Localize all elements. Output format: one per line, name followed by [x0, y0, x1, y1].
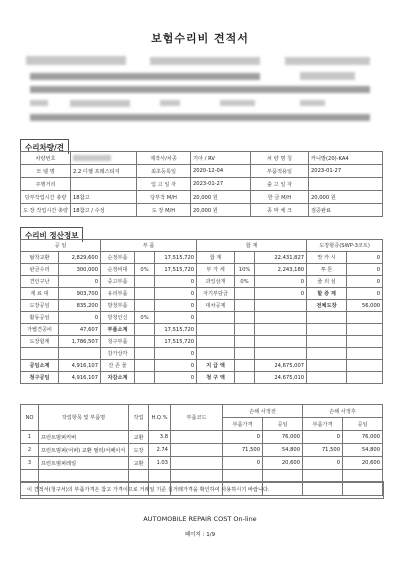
- calc-value: 0: [347, 288, 383, 300]
- calc-rate: [135, 336, 155, 348]
- calc-label: 재 료 대: [21, 288, 59, 300]
- calc-value: [347, 312, 383, 324]
- calc-rate: [235, 300, 255, 312]
- calc-label: 활동공임: [21, 312, 59, 324]
- calc-rate: [135, 348, 155, 360]
- code-header: 부품코드: [171, 405, 223, 431]
- calc-label: 청구부품: [101, 336, 135, 348]
- calc-section-title: 수리비 정산정보: [20, 227, 83, 242]
- calc-label: 도장합계: [21, 336, 59, 348]
- first-reg-value: 2020-12-04: [191, 165, 251, 178]
- footer-brand: AUTOMOBILE REPAIR COST On-line: [143, 515, 257, 523]
- out-date-label: 출 고 일 자: [251, 178, 309, 191]
- part-price-header: 부품가격: [303, 418, 343, 431]
- in-date-value: 2023-01-27: [191, 178, 251, 191]
- calc-rate: 0%: [235, 276, 255, 288]
- redacted-header-block: [160, 100, 180, 106]
- items-header-row: [21, 405, 383, 418]
- calc-value: 0: [155, 288, 197, 300]
- calc-label: 부품소계: [101, 324, 135, 336]
- calc-label: [307, 324, 347, 336]
- calc-label: 가볍견공비: [21, 324, 59, 336]
- calc-value: [347, 360, 383, 372]
- item-part-price: 0: [303, 457, 343, 470]
- table-row: [21, 264, 383, 276]
- work-time-value: 18참고: [71, 191, 137, 204]
- vin-label: 차 량 명 칭: [251, 152, 309, 165]
- labor-cost-header: 공임: [263, 418, 303, 431]
- labor-rate-value: 20,000 원: [191, 191, 251, 204]
- calc-label: 할 증 계: [307, 288, 347, 300]
- calc-rate: [235, 312, 255, 324]
- document-title: 보험수리비 견적서: [151, 32, 249, 45]
- item-part-price: 71,500: [223, 444, 263, 457]
- calc-label: 판금수리: [21, 264, 59, 276]
- table-row: [21, 204, 383, 217]
- calc-value: 24,675,007: [255, 360, 307, 372]
- table-row: [21, 276, 383, 288]
- calc-rate: [235, 324, 255, 336]
- first-reg-label: 최초등록일: [137, 165, 191, 178]
- table-row: [21, 444, 383, 457]
- calc-value: 4,916,107: [59, 360, 101, 372]
- calc-label: 순정비대: [101, 264, 135, 276]
- calc-label: 탈착교환: [21, 252, 59, 264]
- work-time-label: 당부작업시간 총량: [21, 191, 71, 204]
- calc-label: 투 톤: [307, 264, 347, 276]
- item-labor: 76,000: [343, 431, 383, 444]
- redacted-header-block: [150, 57, 260, 65]
- item-hq: 2.74: [149, 444, 171, 457]
- calc-label: [307, 360, 347, 372]
- table-row: [21, 312, 383, 324]
- model-label: 모 델 명: [21, 165, 71, 178]
- loss-after-header: 손해 사정후: [303, 405, 383, 418]
- item-labor: 76,000: [263, 431, 303, 444]
- car-no-label: 차량번호: [21, 152, 71, 165]
- redacted-header-block: [30, 86, 370, 93]
- calc-value: 0: [155, 300, 197, 312]
- redacted-header-block: [285, 57, 370, 65]
- calc-rate: 0%: [135, 312, 155, 324]
- parts-header: 부 품: [101, 240, 197, 252]
- calc-label: [307, 348, 347, 360]
- calc-label: 견인구난: [21, 276, 59, 288]
- table-row: [21, 165, 383, 178]
- calc-value: 903,700: [59, 288, 101, 300]
- calc-table: [20, 239, 383, 384]
- calc-value: [59, 348, 101, 360]
- table-row: [21, 324, 383, 336]
- maker-value: 기아 / RV: [191, 152, 251, 165]
- calc-value: [347, 348, 383, 360]
- item-no: 3: [21, 457, 39, 470]
- vehicle-section-title: 수리차량/견: [20, 139, 69, 154]
- item-part-price: 0: [223, 457, 263, 470]
- item-name: 프런트범퍼(어퍼) 교환 필러/서페이서: [39, 444, 129, 457]
- total-header: 합 계: [197, 240, 307, 252]
- labor-rate-label: 당부작 M/H: [137, 191, 191, 204]
- item-labor: 20,600: [263, 457, 303, 470]
- calc-label: [307, 312, 347, 324]
- calc-value: 0: [59, 312, 101, 324]
- calc-label: 청구공임: [21, 372, 59, 384]
- calc-value: 0: [155, 360, 197, 372]
- no-header: NO: [21, 405, 39, 431]
- item-part-price: 0: [303, 431, 343, 444]
- table-row: [21, 252, 383, 264]
- calc-value: 835,200: [59, 300, 101, 312]
- calc-value: 300,000: [59, 264, 101, 276]
- redacted-header-block: [26, 56, 126, 65]
- in-date-label: 입 고 일 자: [137, 178, 191, 191]
- calc-rate: [235, 288, 255, 300]
- calc-label: 방청인신: [101, 312, 135, 324]
- redacted-header-block: [70, 100, 130, 107]
- calc-value: 17,515,720: [155, 264, 197, 276]
- calc-rate: 10%: [235, 264, 255, 276]
- calc-value: 0: [155, 276, 197, 288]
- calc-value: [347, 372, 383, 384]
- paint-surcharge-header: 도장할증(SWP-3코트): [307, 240, 383, 252]
- calc-rate: [135, 276, 155, 288]
- item-work: 교환: [129, 457, 149, 470]
- car-no-value: [71, 152, 137, 165]
- calc-value: 2,243,180: [255, 264, 307, 276]
- calc-label: 유리부품: [101, 288, 135, 300]
- calc-value: 0: [155, 312, 197, 324]
- calc-value: 4,916,107: [59, 372, 101, 384]
- calc-label: 방청부품: [101, 300, 135, 312]
- calc-value: 47,607: [59, 324, 101, 336]
- calc-value: 0: [155, 372, 197, 384]
- calc-value: [347, 336, 383, 348]
- vin-value: 카니발(20)-KA4: [309, 152, 383, 165]
- mileage-value: [71, 178, 137, 191]
- table-row: [21, 178, 383, 191]
- calc-label: [197, 348, 235, 360]
- calc-label: [307, 336, 347, 348]
- calc-value: [255, 324, 307, 336]
- table-row: [21, 336, 383, 348]
- inspect-label: 종 막 체 크: [251, 204, 309, 217]
- vehicle-info-table: [20, 151, 383, 217]
- item-hq: 1.03: [149, 457, 171, 470]
- calc-value: [255, 300, 307, 312]
- redacted-car-no: [73, 155, 111, 161]
- calc-value: [255, 348, 307, 360]
- calc-value: 0: [347, 276, 383, 288]
- parts-rate-value: 20,000 원: [309, 191, 383, 204]
- calc-value: 0: [347, 264, 383, 276]
- calc-rate: [135, 288, 155, 300]
- calc-label: 중고부품: [101, 276, 135, 288]
- calc-label: 부 가 세: [197, 264, 235, 276]
- part-price-header: 부품가격: [223, 418, 263, 431]
- calc-label: [307, 372, 347, 384]
- calc-label: 합 계: [197, 252, 235, 264]
- calc-label: 지 급 액: [197, 360, 235, 372]
- redacted-header-block: [220, 100, 255, 106]
- table-row: [21, 457, 383, 470]
- loss-before-header: 손해 사정전: [223, 405, 303, 418]
- calc-label: 도장공임: [21, 300, 59, 312]
- item-labor: 54,800: [263, 444, 303, 457]
- calc-rate: [135, 300, 155, 312]
- table-row: [21, 152, 383, 165]
- calc-value: 1,786,507: [59, 336, 101, 348]
- calc-rate: [135, 252, 155, 264]
- insure-date-label: 부품적용일: [251, 165, 309, 178]
- labor-cost-header: 공임: [343, 418, 383, 431]
- item-name: 프런트범퍼레일: [39, 457, 129, 470]
- work-header: 작업: [129, 405, 149, 431]
- table-row: [21, 431, 383, 444]
- paint-rate-value: 20,000 원: [191, 204, 251, 217]
- calc-value: [347, 324, 383, 336]
- redacted-header-block: [300, 72, 355, 80]
- table-row: [21, 372, 383, 384]
- calc-rate: [235, 336, 255, 348]
- insure-date-value: 2023-01-27: [309, 165, 383, 178]
- calc-rate: [235, 252, 255, 264]
- item-work: 교환: [129, 431, 149, 444]
- redacted-header-block: [300, 100, 325, 106]
- paint-time-value: 18참고 / 수성: [71, 204, 137, 217]
- parts-rate-label: 한 금 M/H: [251, 191, 309, 204]
- page-number: 페이지 : 1/9: [184, 532, 216, 538]
- calc-label: [197, 312, 235, 324]
- item-code: [171, 457, 223, 470]
- item-hq: 3.8: [149, 431, 171, 444]
- calc-label: 줄 리 심: [307, 276, 347, 288]
- table-row: [21, 360, 383, 372]
- item-no: 2: [21, 444, 39, 457]
- calc-label: 순정부품: [101, 252, 135, 264]
- name-header: 작업항목 및 부품명: [39, 405, 129, 431]
- item-name: 프런트범퍼커버: [39, 431, 129, 444]
- calc-label: 잔 존 물: [101, 360, 135, 372]
- calc-value: [255, 336, 307, 348]
- item-work: 도장: [129, 444, 149, 457]
- calc-label: 자기부담금: [197, 288, 235, 300]
- calc-value: 56,000: [347, 300, 383, 312]
- calc-rate: [235, 360, 255, 372]
- calc-label: [197, 324, 235, 336]
- table-row: [21, 191, 383, 204]
- calc-label: 과잉삼개: [197, 276, 235, 288]
- item-part-price: 0: [223, 431, 263, 444]
- model-value: 2.2 디젤 프레스티지: [71, 165, 137, 178]
- calc-value: 17,515,720: [155, 336, 197, 348]
- paint-time-label: 도 장 작업시간 총량: [21, 204, 71, 217]
- price-disclaimer: 이 견적서(청구서)의 부품가격은 참고 가격이므로 거래일 기준 실거래가격을 확인하여 사용하시기 바랍니다.: [20, 481, 384, 499]
- redacted-header-block: [30, 73, 260, 80]
- calc-rate: [135, 360, 155, 372]
- calc-value: 0: [155, 348, 197, 360]
- labor-header: 공 임: [21, 240, 101, 252]
- calc-label: 감가상각: [101, 348, 135, 360]
- item-code: [171, 444, 223, 457]
- item-code: [171, 431, 223, 444]
- calc-value: 2,829,600: [59, 252, 101, 264]
- calc-value: 24,675,010: [255, 372, 307, 384]
- calc-value: 0: [347, 252, 383, 264]
- redacted-header-block: [30, 114, 370, 121]
- calc-label: 맛 카 시: [307, 252, 347, 264]
- item-labor: 54,800: [343, 444, 383, 457]
- calc-rate: [135, 372, 155, 384]
- calc-value: 0: [59, 276, 101, 288]
- calc-rate: [135, 324, 155, 336]
- calc-value: 0: [255, 288, 307, 300]
- calc-label: 전체도장: [307, 300, 347, 312]
- maker-label: 제작사/차종: [137, 152, 191, 165]
- calc-value: 0: [255, 276, 307, 288]
- calc-value: 22,431,827: [255, 252, 307, 264]
- calc-label: 공임소계: [21, 360, 59, 372]
- calc-rate: [235, 372, 255, 384]
- table-row: [21, 300, 383, 312]
- inspect-value: 검증완료: [309, 204, 383, 217]
- item-part-price: 71,500: [303, 444, 343, 457]
- item-no: 1: [21, 431, 39, 444]
- calc-label: [197, 336, 235, 348]
- calc-value: 17,515,720: [155, 252, 197, 264]
- calc-label: [21, 348, 59, 360]
- calc-rate: [235, 348, 255, 360]
- out-date-value: [309, 178, 383, 191]
- calc-header-row: [21, 240, 383, 252]
- mileage-label: 주행거리: [21, 178, 71, 191]
- paint-rate-label: 도 장 M/H: [137, 204, 191, 217]
- table-row: [21, 348, 383, 360]
- calc-label: 대차공제: [197, 300, 235, 312]
- calc-value: [255, 312, 307, 324]
- redacted-header-block: [30, 100, 48, 106]
- calc-rate: 0%: [135, 264, 155, 276]
- item-labor: 20,600: [343, 457, 383, 470]
- calc-label: 자감소계: [101, 372, 135, 384]
- table-row: [21, 288, 383, 300]
- calc-label: 청 구 액: [197, 372, 235, 384]
- hq-header: H.Q.%: [149, 405, 171, 431]
- calc-value: 17,515,720: [155, 324, 197, 336]
